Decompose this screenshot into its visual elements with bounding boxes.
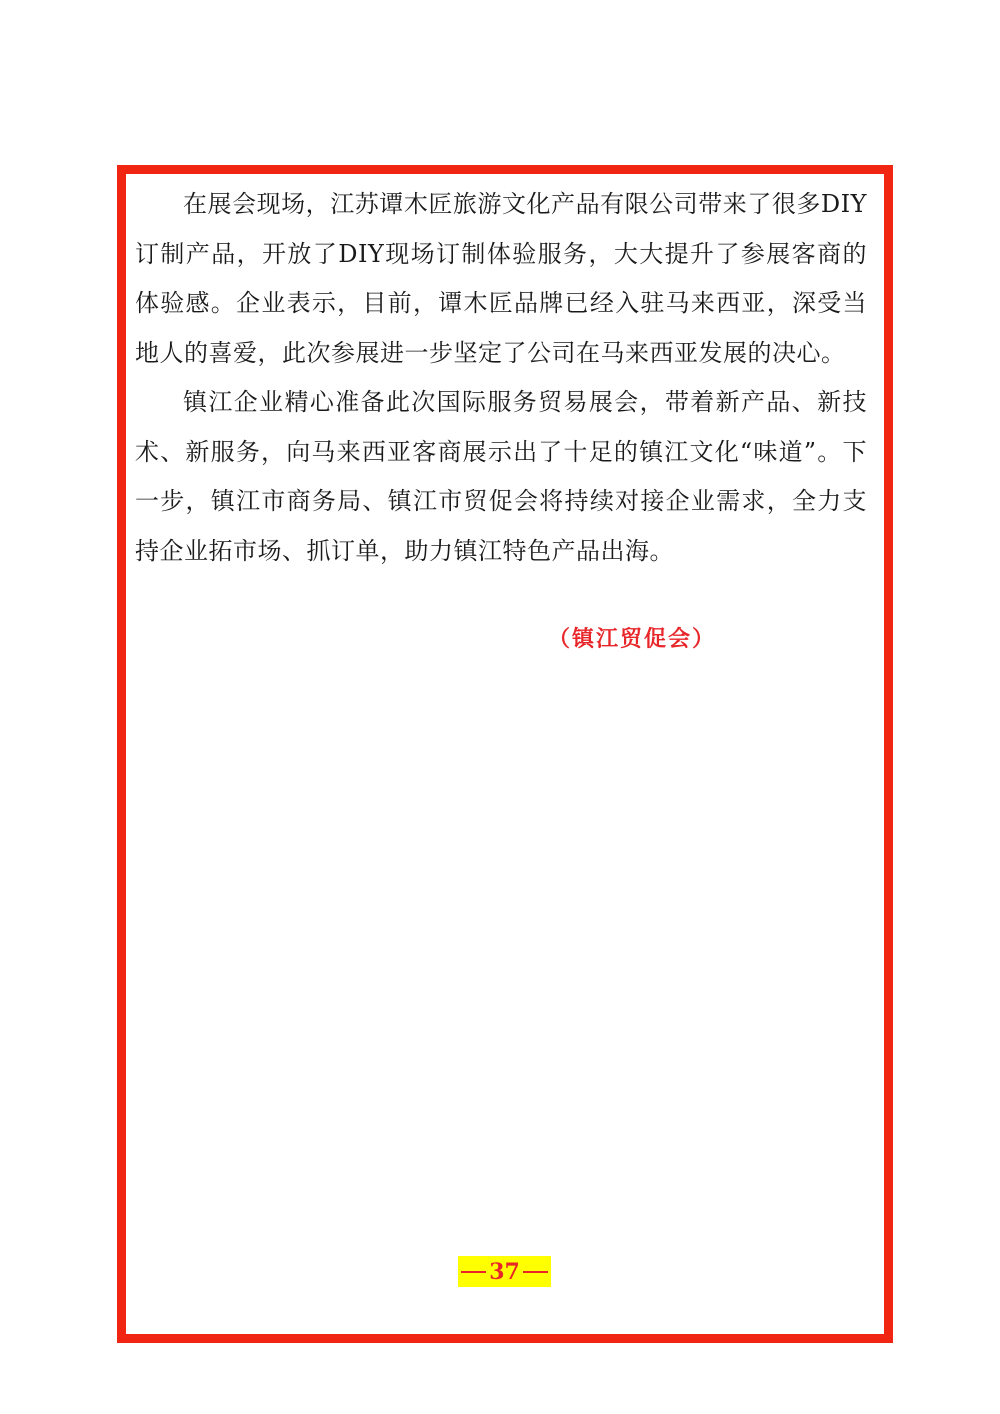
paragraph-2: 镇江企业精心准备此次国际服务贸易展会，带着新产品、新技术、新服务，向马来西亚客商展示出了十足的镇江文化“味道”。下一步，镇江市商务局、镇江市贸促会将持续对接企业需求，全力支持企业拓市场、抓订单，助力镇江特色产品出海。: [135, 388, 867, 565]
page-number: [458, 1256, 551, 1287]
article-body: [135, 180, 867, 576]
paragraph-1: 在展会现场，江苏谭木匠旅游文化产品有限公司带来了很多DIY订制产品，开放了DIY现场订制体验服务，大大提升了参展客商的体验感。企业表示，目前，谭木匠品牌已经入驻马来西亚，深受当地人的喜爱，此次参展进一步坚定了公司在马来西亚发展的决心。: [135, 190, 867, 367]
page-number-value: 37: [489, 1258, 520, 1285]
page-number-left-dash: [461, 1271, 486, 1273]
page-number-right-dash: [523, 1271, 548, 1273]
article-source: （镇江贸促会）: [548, 627, 717, 652]
